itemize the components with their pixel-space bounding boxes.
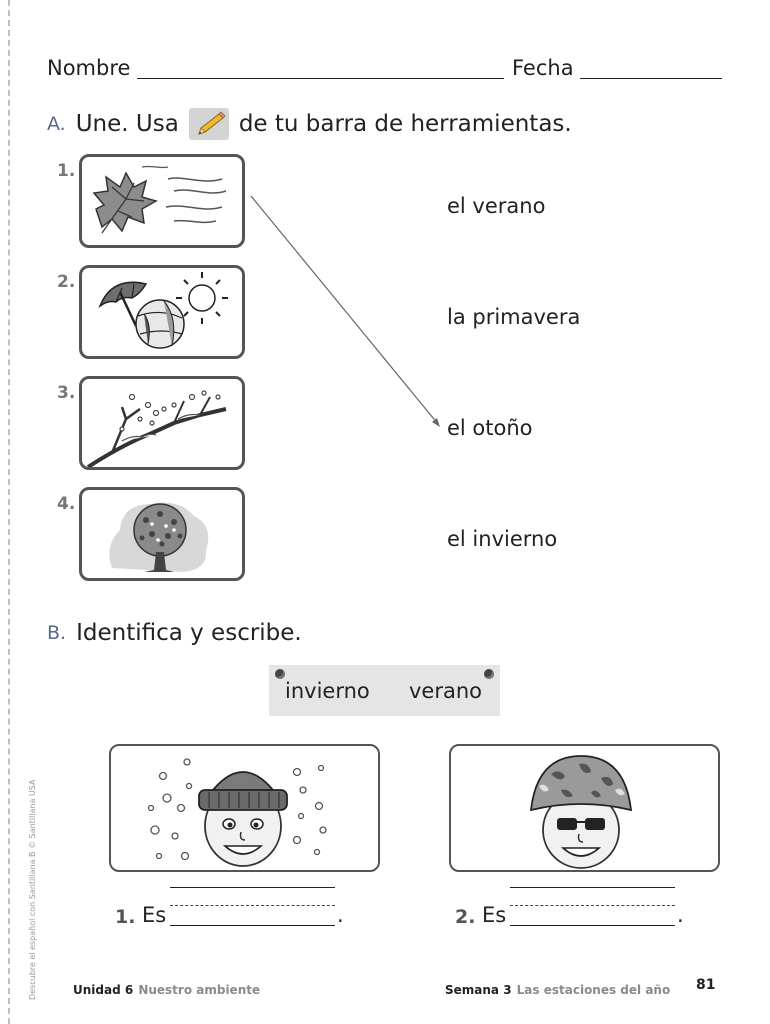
section-b-heading [47,620,302,646]
answer-midline-1 [170,905,335,906]
word-la-primavera[interactable]: la primavera [447,305,581,329]
prompt-es-2: Es [482,903,507,927]
boy-winter-hat-snow-icon [111,746,378,870]
item-number-3: 3. [57,383,76,403]
section-a-instruction-end: de tu barra de herramientas. [238,111,572,137]
answer-guide-top-1 [170,887,335,888]
date-label: Fecha [512,56,574,80]
footer-unit-name: Nuestro ambiente [138,983,261,997]
item-number-4: 4. [57,494,76,514]
footer-week-number: Semana 3 [445,983,512,997]
section-b-instruction: Identifica y escribe. [76,620,302,646]
boy-sun-hat-sunglasses-icon [451,746,718,870]
prompt-period-2: . [677,903,684,927]
word-el-invierno[interactable]: el invierno [447,527,558,551]
answer-guide-top-2 [510,887,675,888]
pin-icon [484,669,494,679]
prompt-number-2: 2. [455,906,476,928]
section-a-letter: A. [47,113,66,135]
item-number-2: 2. [57,272,76,292]
word-el-verano[interactable]: el verano [447,194,546,218]
picture-box-b2 [449,744,720,872]
answer-midline-2 [510,905,675,906]
answer-field-1[interactable] [170,925,335,926]
footer-unit-number: Unidad 6 [73,983,134,997]
word-el-otono[interactable]: el otoño [447,416,533,440]
section-a-instruction-start: Une. Usa [75,111,179,137]
word-bank-verano: verano [409,679,483,703]
prompt-number-1: 1. [115,906,136,928]
prompt-period-1: . [337,903,344,927]
item-number-1: 1. [57,161,76,181]
name-label: Nombre [47,56,131,80]
word-bank [269,665,500,716]
section-b-letter: B. [47,622,67,644]
prompt-es-1: Es [142,903,167,927]
footer-unit [73,979,260,998]
answer-field-2[interactable] [510,925,675,926]
footer-week-name: Las estaciones del año [516,983,671,997]
word-bank-invierno: invierno [285,679,370,703]
pin-icon [275,669,285,679]
footer-week [445,979,670,998]
picture-box-b1 [109,744,380,872]
page-number: 81 [696,977,716,993]
side-credit: Descubre el español con Santillana B © Santillana USA [28,779,37,1000]
